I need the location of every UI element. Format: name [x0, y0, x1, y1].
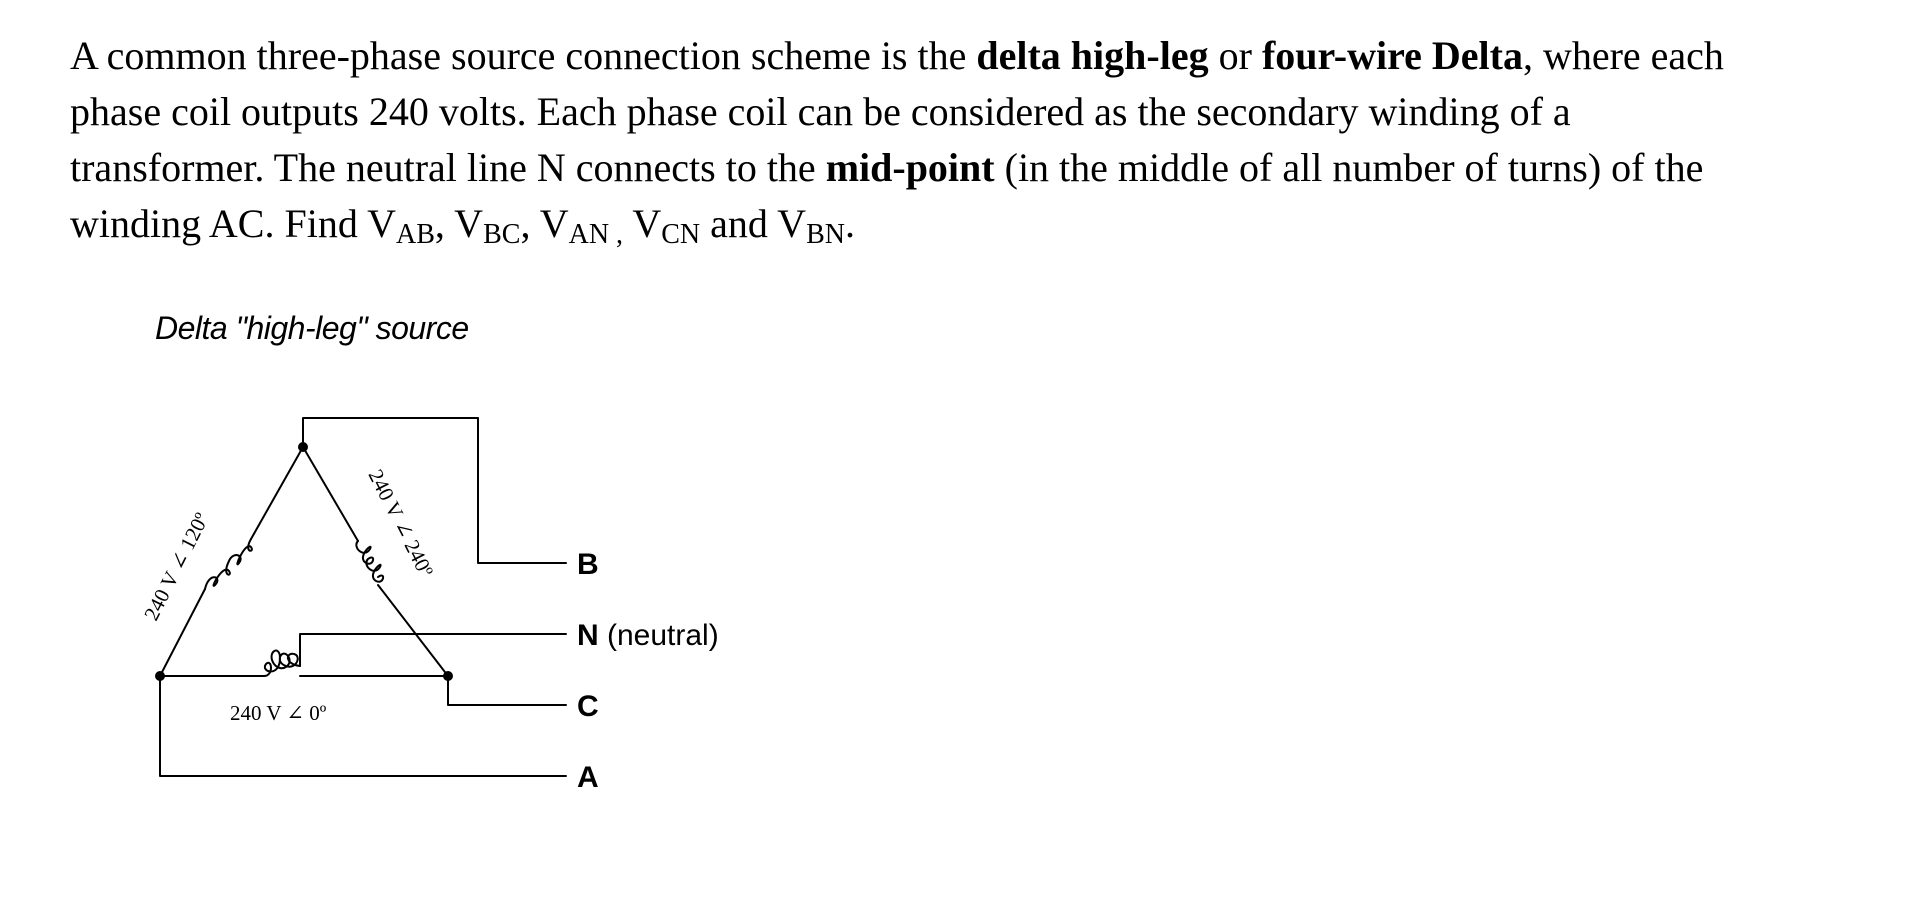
subscript-bn: BN — [806, 219, 845, 250]
coil-label-left: 240 V ∠ 120º — [139, 508, 214, 625]
text: (in the middle of all number of turns) of the — [994, 145, 1704, 190]
coil-bottom — [264, 651, 300, 676]
term-mid-point: mid-point — [825, 145, 995, 190]
problem-line-2: phase coil outputs 240 volts. Each phase coil can be considered as the secondary winding of a — [70, 89, 1571, 134]
terminal-label-c — [577, 690, 599, 723]
terminal-a-name: A — [577, 761, 599, 794]
diagram-title: Delta "high-leg" source — [155, 310, 469, 346]
terminal-b-name: B — [577, 548, 599, 581]
subscript-ab: AB — [396, 219, 435, 250]
coil-label-right: 240 V ∠ 240º — [363, 465, 439, 581]
node-right — [443, 671, 453, 681]
wire-right-upper — [303, 447, 358, 541]
wire-left-upper — [251, 447, 303, 539]
text: , where each — [1522, 33, 1724, 78]
wire-neutral — [300, 634, 566, 666]
terminal-n-suffix: (neutral) — [598, 619, 719, 652]
terminal-n-name: N — [577, 619, 599, 652]
text: , V — [434, 201, 484, 246]
text: winding AC. Find V — [70, 201, 396, 246]
terminal-c-name: C — [577, 690, 599, 723]
subscript-cn: CN — [661, 219, 701, 250]
terminal-label-n — [577, 619, 719, 652]
wire-right-lower — [378, 585, 448, 676]
text: or — [1208, 33, 1262, 78]
text: V — [623, 201, 662, 246]
coil-right — [356, 541, 383, 582]
node-top — [298, 442, 308, 452]
wire-c — [448, 676, 566, 705]
text: . — [844, 201, 855, 246]
subscript-bc: BC — [483, 219, 521, 250]
wire-b — [303, 418, 566, 563]
text: transformer. The neutral line N connects to the — [70, 145, 826, 190]
text: A common three-phase source connection scheme is the — [70, 33, 977, 78]
text: and V — [700, 201, 807, 246]
text: , V — [520, 201, 569, 246]
coil-left — [205, 539, 252, 589]
term-delta-high-leg: delta high-leg — [976, 33, 1209, 78]
node-left — [155, 671, 165, 681]
terminal-label-a — [577, 761, 599, 794]
terminal-label-b — [577, 548, 599, 581]
term-four-wire-delta: four-wire Delta — [1261, 33, 1523, 78]
coil-label-bottom: 240 V ∠ 0º — [230, 701, 327, 725]
subscript-an: AN , — [568, 219, 624, 250]
wire-a — [160, 676, 566, 776]
